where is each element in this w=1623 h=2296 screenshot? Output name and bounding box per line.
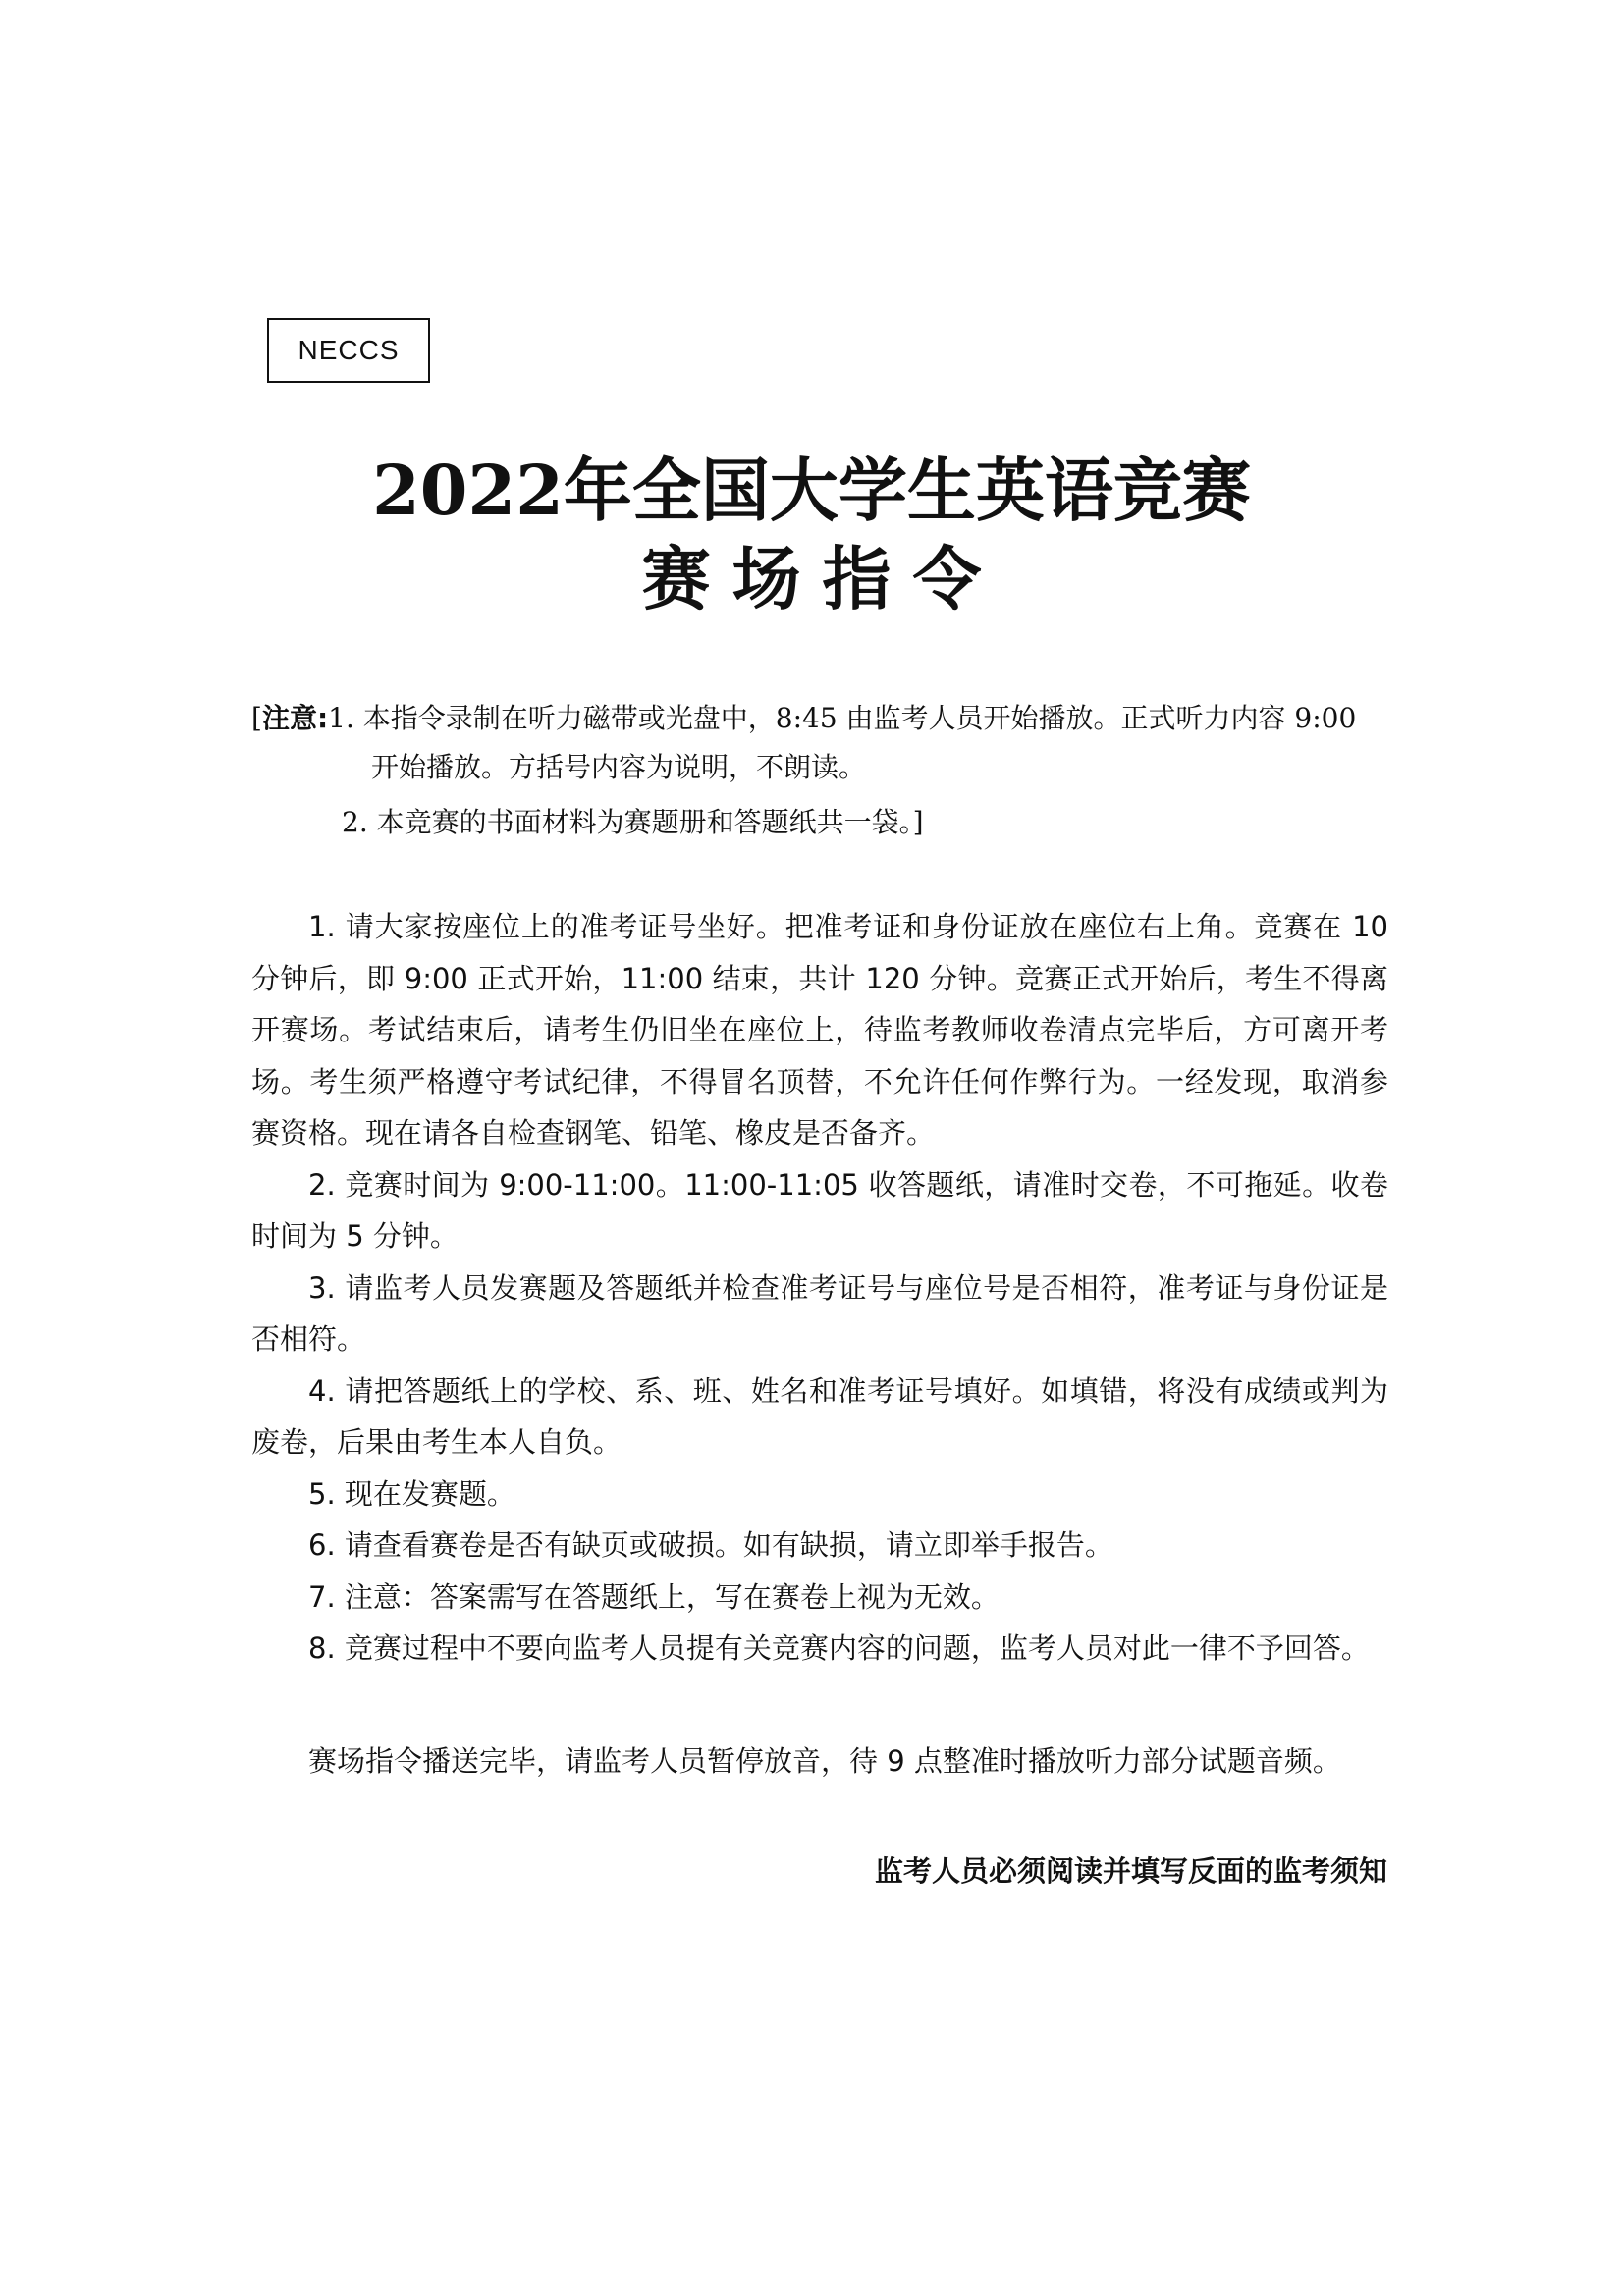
page-title: 2022年全国大学生英语竞赛	[372, 450, 1251, 531]
instruction-list	[251, 901, 1388, 1675]
instruction-item-8: 8. 竞赛过程中不要向监考人员提有关竞赛内容的问题，监考人员对此一律不予回答。	[308, 1631, 1370, 1665]
instruction-item-5: 5. 现在发赛题。	[308, 1476, 515, 1511]
note-open-bracket: [	[251, 702, 262, 734]
instruction-item-7: 7. 注意：答案需写在答题纸上，写在赛卷上视为无效。	[308, 1579, 1000, 1614]
note-item-2: 2. 本竞赛的书面材料为赛题册和答题纸共一袋。]	[342, 806, 924, 838]
footer-note: 监考人员必须阅读并填写反面的监考须知	[874, 1854, 1387, 1888]
instruction-item-1: 1. 请大家按座位上的准考证号坐好。把准考证和身份证放在座位右上角。竞赛在 10 分钟后，即 9:00 正式开始，11:00 结束，共计 120 分钟。竞赛正式开始后，考生不得离开赛场。考试结束后，请考生仍旧坐在座位上，待监考教师收卷清点完毕后，方可离开考场。考生须严格遵守考试纪律，不得冒名顶替，不允许任何作弊行为。一经发现，取消参赛资格。现在请各自检查钢笔、铅笔、橡皮是否备齐。	[251, 910, 1388, 1149]
note-item-1: 1. 本指令录制在听力磁带或光盘中，8:45 由监考人员开始播放。正式听力内容 9:00	[328, 702, 1357, 734]
instruction-item-6: 6. 请查看赛卷是否有缺页或破损。如有缺损，请立即举手报告。	[308, 1528, 1113, 1562]
note-line-1	[251, 699, 1390, 738]
neccs-badge: NECCS	[267, 318, 430, 383]
instruction-item-4: 4. 请把答题纸上的学校、系、班、姓名和准考证号填好。如填错，将没有成绩或判为废卷，后果由考生本人自负。	[251, 1373, 1388, 1459]
instruction-item-3: 3. 请监考人员发赛题及答题纸并检查准考证号与座位号是否相符，准考证与身份证是否相符。	[251, 1270, 1388, 1356]
note-item-1-continued: 开始播放。方括号内容为说明，不朗读。	[371, 751, 867, 783]
instruction-item-2: 2. 竞赛时间为 9:00-11:00。11:00-11:05 收答题纸，请准时交卷，不可拖延。收卷时间为 5 分钟。	[251, 1167, 1388, 1253]
closing-statement: 赛场指令播送完毕，请监考人员暂停放音，待 9 点整准时播放听力部分试题音频。	[308, 1744, 1341, 1778]
page-subtitle: 赛场指令	[641, 538, 1003, 619]
note-label: 注意:	[261, 702, 329, 734]
